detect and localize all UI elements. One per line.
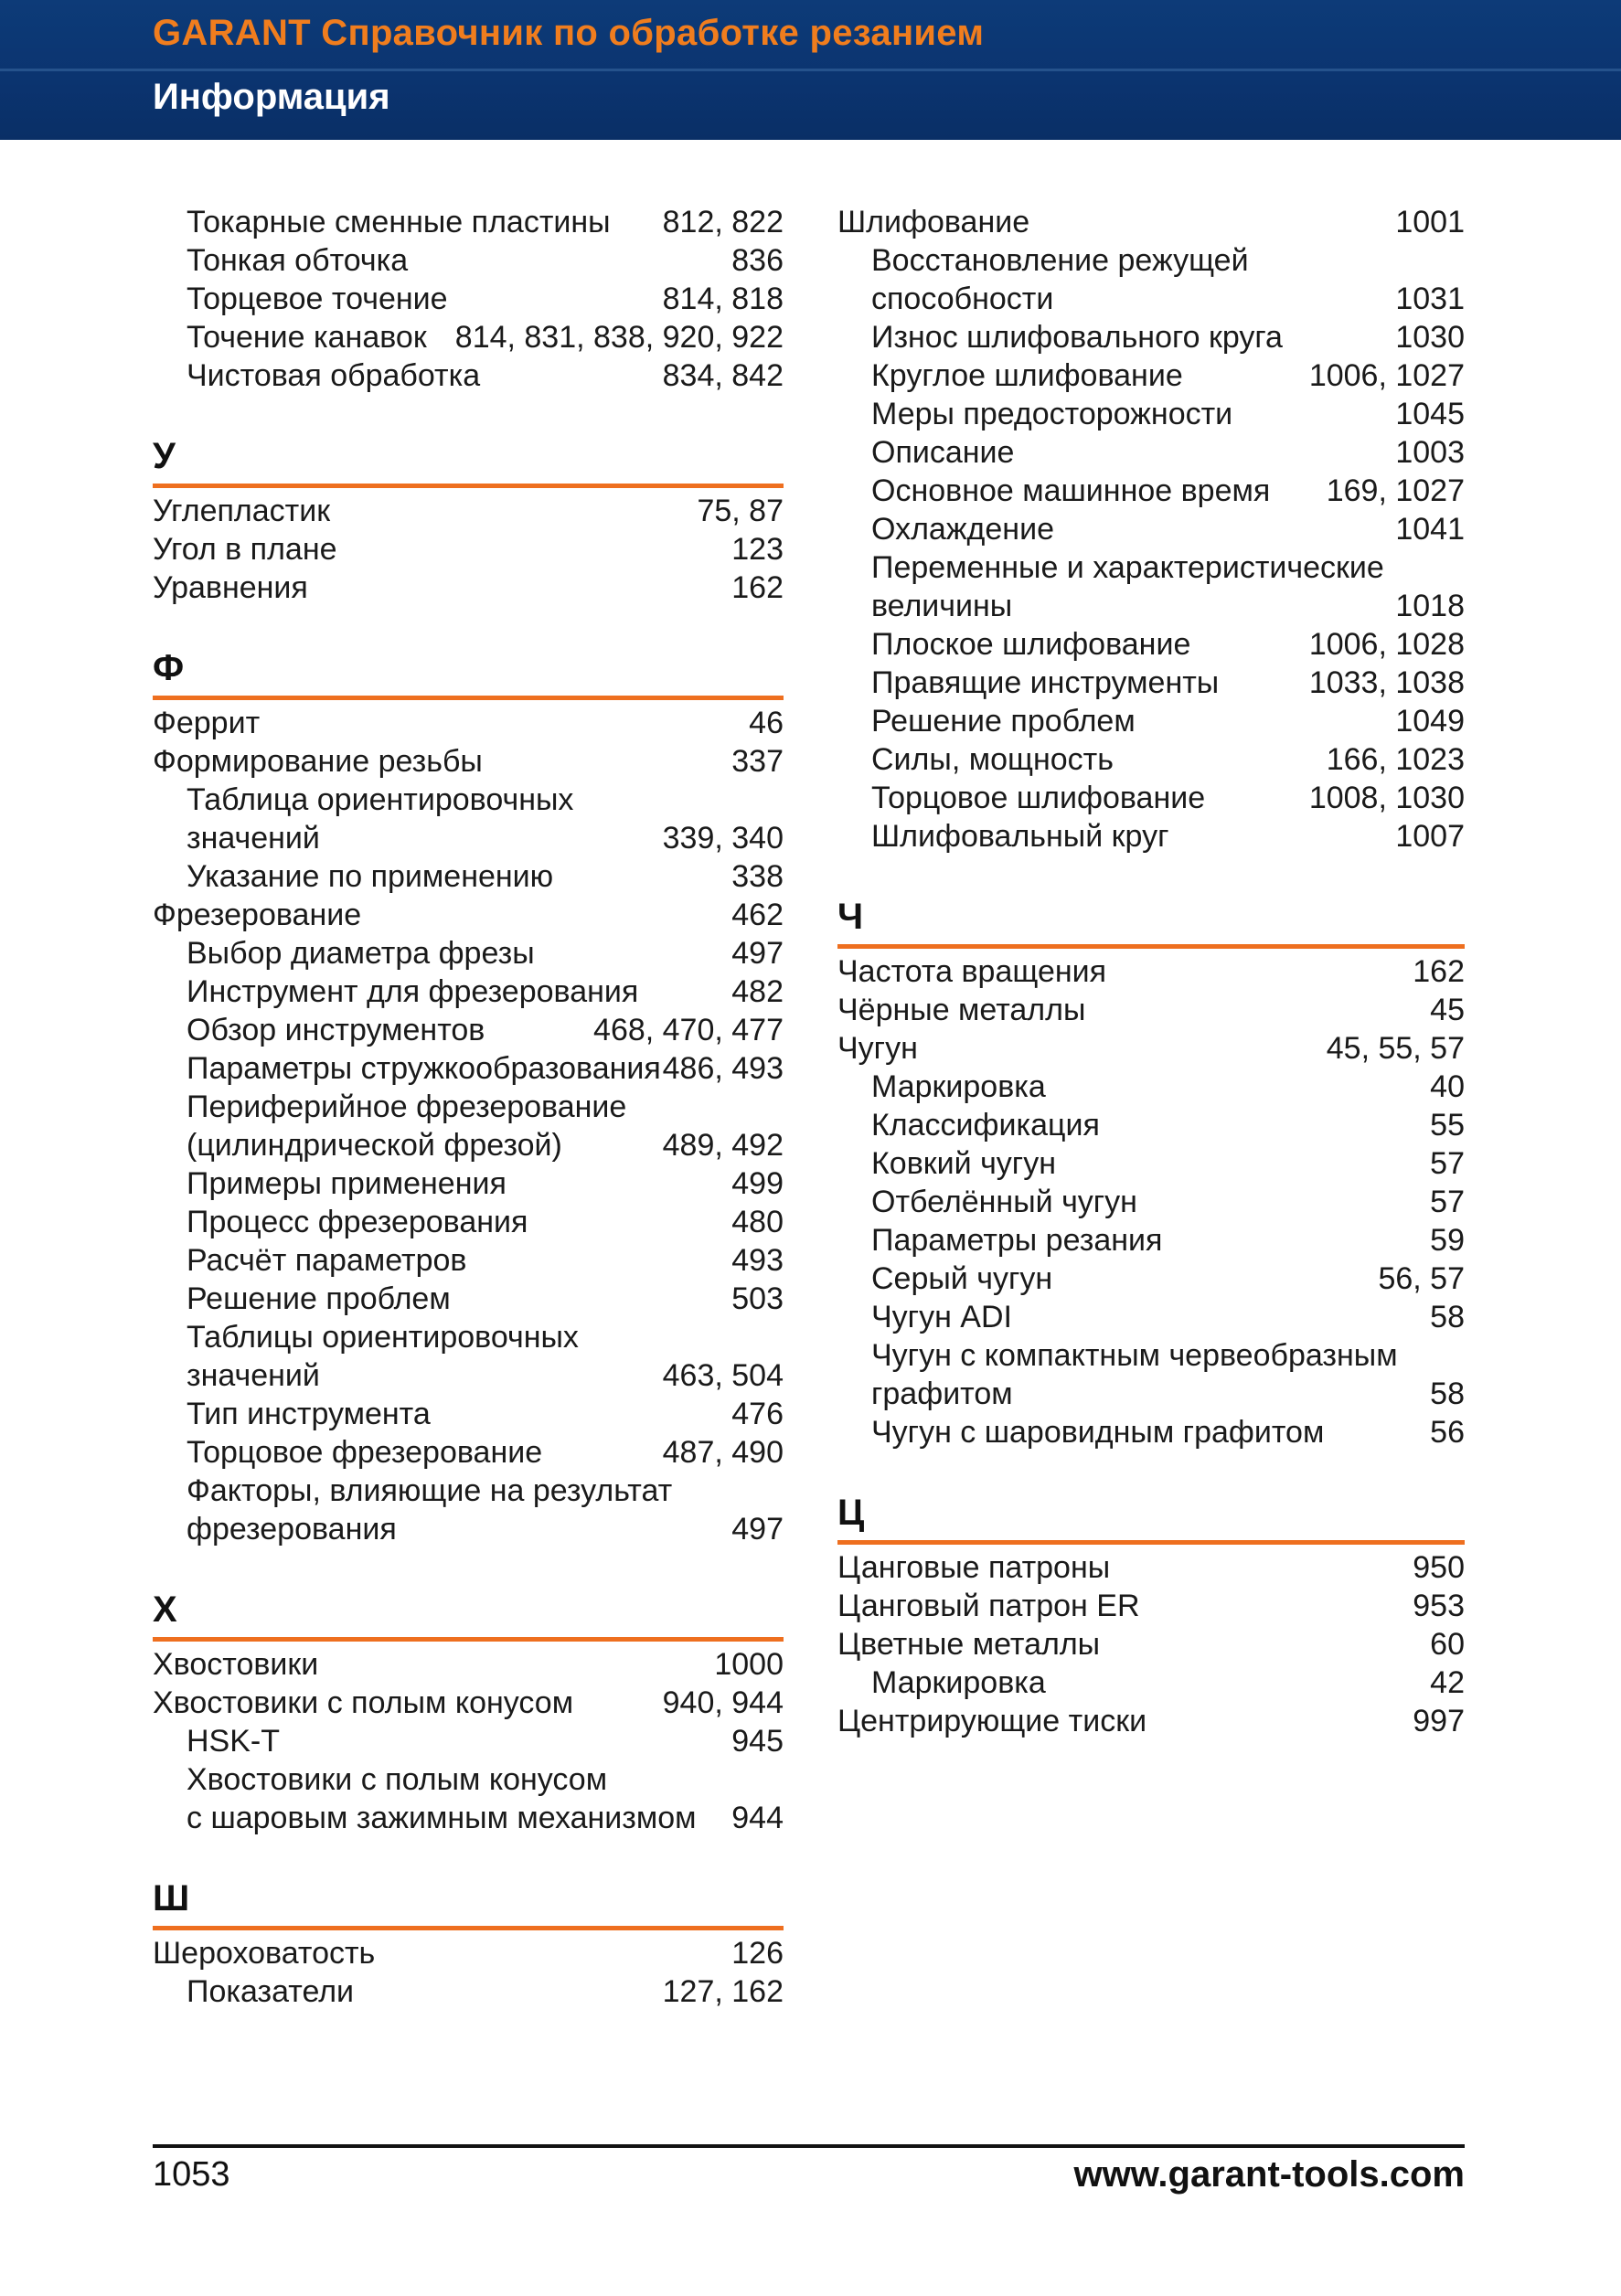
entry-label: Чугун с шаровидным графитом <box>871 1415 1325 1450</box>
entry-page-numbers[interactable]: 462 <box>731 898 784 932</box>
entry-page-numbers[interactable]: 55 <box>1430 1108 1465 1143</box>
index-subentry <box>153 1280 784 1318</box>
entry-page-numbers[interactable]: 46 <box>749 706 784 740</box>
index-subentry <box>153 819 784 857</box>
entry-page-numbers[interactable]: 1003 <box>1395 435 1465 470</box>
index-entry <box>153 704 784 742</box>
entry-page-numbers[interactable]: 814, 831, 838, 920, 922 <box>454 320 784 355</box>
entry-page-numbers[interactable]: 126 <box>731 1936 784 1971</box>
entry-label: Тонкая обточка <box>187 243 409 278</box>
entry-label: Шлифовальный круг <box>871 819 1169 854</box>
index-subentry <box>837 1221 1465 1260</box>
section-letter: Ф <box>153 648 185 688</box>
entry-page-numbers[interactable]: 834, 842 <box>662 358 784 393</box>
entry-label: Хвостовики с полым конусом <box>187 1762 608 1797</box>
index-subentry <box>153 1760 784 1799</box>
index-subentry <box>837 817 1465 856</box>
section-rule <box>837 1540 1465 1545</box>
index-subentry <box>153 1395 784 1433</box>
entry-label: Центрирующие тиски <box>837 1704 1147 1738</box>
entry-page-numbers[interactable]: 57 <box>1430 1146 1465 1181</box>
index-subentry <box>837 1144 1465 1183</box>
entry-page-numbers[interactable]: 58 <box>1430 1377 1465 1411</box>
section-rule <box>837 944 1465 949</box>
entry-page-numbers[interactable]: 338 <box>731 859 784 894</box>
entry-page-numbers[interactable]: 1030 <box>1395 320 1465 355</box>
entry-page-numbers[interactable]: 945 <box>731 1724 784 1759</box>
entry-label: Правящие инструменты <box>871 665 1220 700</box>
right-index-column <box>837 203 1465 1740</box>
entry-label: Фрезерование <box>153 898 362 932</box>
index-subentry <box>153 934 784 973</box>
index-entry <box>837 991 1465 1029</box>
letter-section <box>837 1490 1465 1740</box>
entry-page-numbers[interactable]: 503 <box>731 1281 784 1316</box>
entry-page-numbers[interactable]: 162 <box>731 570 784 605</box>
section-rule <box>153 1637 784 1642</box>
entry-label: Переменные и характеристические <box>871 550 1384 585</box>
index-subentry <box>837 1106 1465 1144</box>
entry-label: Чугун ADI <box>871 1300 1012 1334</box>
index-entry <box>837 1625 1465 1664</box>
entry-label: Чугун с компактным червеобразным <box>871 1338 1398 1373</box>
entry-page-numbers[interactable]: 493 <box>731 1243 784 1278</box>
entry-label: Ковкий чугун <box>871 1146 1056 1181</box>
index-subentry <box>837 472 1465 510</box>
entry-page-numbers[interactable]: 1006, 1028 <box>1308 627 1465 662</box>
left-index-column <box>153 203 784 2011</box>
page-number: 1053 <box>153 2155 230 2194</box>
entry-page-numbers[interactable]: 60 <box>1430 1627 1465 1662</box>
index-subentry <box>153 1203 784 1241</box>
entry-page-numbers[interactable]: 812, 822 <box>662 205 784 239</box>
entry-page-numbers[interactable]: 482 <box>731 974 784 1009</box>
entry-page-numbers[interactable]: 45 <box>1430 993 1465 1027</box>
entry-page-numbers[interactable]: 59 <box>1430 1223 1465 1258</box>
entry-label: Выбор диаметра фрезы <box>187 936 535 971</box>
continued-entries <box>153 203 784 395</box>
entry-page-numbers[interactable]: 162 <box>1413 954 1465 989</box>
letter-section <box>153 645 784 1548</box>
index-subentry <box>837 1260 1465 1298</box>
entry-label: способности <box>871 282 1054 316</box>
entry-page-numbers[interactable]: 1033, 1038 <box>1308 665 1465 700</box>
index-entry <box>153 896 784 934</box>
entry-label: Показатели <box>187 1974 355 2009</box>
entry-label: HSK-T <box>187 1724 280 1759</box>
entry-label: Таблицы ориентировочных <box>187 1320 579 1355</box>
index-subentry <box>153 280 784 318</box>
letter-section <box>153 433 784 607</box>
entry-label: Токарные сменные пластины <box>187 205 611 239</box>
entry-label: Цанговый патрон ER <box>837 1589 1140 1623</box>
entry-label: Плоское шлифование <box>871 627 1191 662</box>
entry-page-numbers[interactable]: 58 <box>1430 1300 1465 1334</box>
index-subentry <box>837 395 1465 433</box>
entry-page-numbers[interactable]: 468, 470, 477 <box>593 1013 784 1047</box>
entry-page-numbers[interactable]: 487, 490 <box>662 1435 784 1470</box>
document-title: GARANT Справочник по обработке резанием <box>153 13 985 53</box>
entry-label: Хвостовики <box>153 1647 319 1682</box>
continued-entries <box>837 203 1465 856</box>
index-entry <box>153 1645 784 1684</box>
entry-page-numbers[interactable]: 127, 162 <box>662 1974 784 2009</box>
entry-page-numbers[interactable]: 497 <box>731 936 784 971</box>
index-entry <box>153 530 784 569</box>
entry-label: Отбелённый чугун <box>871 1185 1137 1219</box>
entry-label: Примеры применения <box>187 1166 507 1201</box>
index-entry <box>153 1684 784 1722</box>
entry-label: Факторы, влияющие на результат <box>187 1473 673 1508</box>
index-subentry <box>153 1011 784 1049</box>
index-subentry <box>837 280 1465 318</box>
letter-section <box>153 1587 784 1837</box>
website-link[interactable]: www.garant-tools.com <box>1073 2154 1465 2195</box>
entry-page-numbers[interactable]: 40 <box>1430 1069 1465 1104</box>
entry-label: Торцовое фрезерование <box>187 1435 543 1470</box>
index-subentry <box>153 203 784 241</box>
entry-page-numbers[interactable]: 56, 57 <box>1378 1261 1465 1296</box>
index-subentry <box>153 1356 784 1395</box>
header-divider <box>0 69 1621 71</box>
entry-label: Периферийное фрезерование <box>187 1090 627 1124</box>
index-subentry <box>837 779 1465 817</box>
entry-label: Угол в плане <box>153 532 337 567</box>
index-entry <box>837 1587 1465 1625</box>
entry-page-numbers[interactable]: 1031 <box>1395 282 1465 316</box>
entry-page-numbers[interactable]: 497 <box>731 1512 784 1547</box>
section-letter: Х <box>153 1589 177 1630</box>
entry-page-numbers[interactable]: 1049 <box>1395 704 1465 739</box>
entry-label: Силы, мощность <box>871 742 1114 777</box>
section-subtitle: Информация <box>153 77 390 117</box>
entry-label: Углепластик <box>153 494 331 528</box>
entry-label: (цилиндрической фрезой) <box>187 1128 562 1163</box>
entry-label: Феррит <box>153 706 261 740</box>
entry-page-numbers[interactable]: 1006, 1027 <box>1308 358 1465 393</box>
page-header <box>0 0 1621 140</box>
index-subentry <box>153 241 784 280</box>
entry-label: Частота вращения <box>837 954 1107 989</box>
index-subentry <box>837 625 1465 664</box>
entry-label: величины <box>871 589 1013 623</box>
entry-page-numbers[interactable]: 1007 <box>1395 819 1465 854</box>
entry-page-numbers[interactable]: 476 <box>731 1397 784 1431</box>
index-subentry <box>837 740 1465 779</box>
entry-label: Расчёт параметров <box>187 1243 467 1278</box>
entry-label: Меры предосторожности <box>871 397 1233 431</box>
entry-page-numbers[interactable]: 486, 493 <box>662 1051 784 1086</box>
index-entry <box>837 203 1465 241</box>
index-subentry <box>153 1164 784 1203</box>
entry-page-numbers[interactable]: 1041 <box>1395 512 1465 547</box>
entry-label: значений <box>187 1358 320 1393</box>
entry-page-numbers[interactable]: 337 <box>731 744 784 779</box>
index-subentry <box>153 1799 784 1837</box>
entry-page-numbers[interactable]: 1000 <box>714 1647 784 1682</box>
entry-page-numbers[interactable]: 75, 87 <box>697 494 784 528</box>
entry-page-numbers[interactable]: 169, 1027 <box>1326 473 1465 508</box>
index-entry <box>153 492 784 530</box>
entry-page-numbers[interactable]: 950 <box>1413 1550 1465 1585</box>
entry-label: Цанговые патроны <box>837 1550 1111 1585</box>
entry-page-numbers[interactable]: 1008, 1030 <box>1308 781 1465 815</box>
index-subentry <box>153 973 784 1011</box>
entry-page-numbers[interactable]: 166, 1023 <box>1326 742 1465 777</box>
entry-label: Основное машинное время <box>871 473 1271 508</box>
entry-label: Решение проблем <box>871 704 1136 739</box>
index-subentry <box>837 510 1465 548</box>
entry-page-numbers[interactable]: 814, 818 <box>662 282 784 316</box>
index-subentry <box>153 857 784 896</box>
entry-page-numbers[interactable]: 57 <box>1430 1185 1465 1219</box>
index-subentry <box>153 1241 784 1280</box>
entry-page-numbers[interactable]: 836 <box>731 243 784 278</box>
section-letter: Ш <box>153 1878 190 1919</box>
index-subentry <box>837 702 1465 740</box>
entry-label: фрезерования <box>187 1512 397 1547</box>
section-rule <box>153 484 784 488</box>
index-entry <box>837 1702 1465 1740</box>
entry-page-numbers[interactable]: 339, 340 <box>662 821 784 856</box>
entry-label: Износ шлифовального круга <box>871 320 1283 355</box>
entry-page-numbers[interactable]: 463, 504 <box>662 1358 784 1393</box>
entry-label: Чугун <box>837 1031 918 1066</box>
entry-label: Маркировка <box>871 1665 1046 1700</box>
index-subentry <box>153 1510 784 1548</box>
entry-label: графитом <box>871 1377 1013 1411</box>
index-entry <box>837 952 1465 991</box>
index-entry <box>837 1548 1465 1587</box>
index-subentry <box>153 781 784 819</box>
index-entry <box>837 1029 1465 1068</box>
index-subentry <box>837 1298 1465 1336</box>
entry-label: Хвостовики с полым конусом <box>153 1685 574 1720</box>
entry-label: Цветные металлы <box>837 1627 1101 1662</box>
index-entry <box>153 569 784 607</box>
entry-page-numbers[interactable]: 45, 55, 57 <box>1326 1031 1465 1066</box>
entry-page-numbers[interactable]: 489, 492 <box>662 1128 784 1163</box>
index-subentry <box>837 1068 1465 1106</box>
entry-label: Таблица ориентировочных <box>187 782 574 817</box>
index-subentry <box>153 318 784 356</box>
index-subentry <box>153 1722 784 1760</box>
index-subentry <box>153 1472 784 1510</box>
entry-page-numbers[interactable]: 499 <box>731 1166 784 1201</box>
entry-page-numbers[interactable]: 1018 <box>1395 589 1465 623</box>
entry-label: Шероховатость <box>153 1936 376 1971</box>
entry-label: Параметры стружкообразования <box>187 1051 661 1086</box>
letter-section <box>837 894 1465 1451</box>
entry-label: Формирование резьбы <box>153 744 483 779</box>
letter-section <box>153 1876 784 2011</box>
index-subentry <box>837 587 1465 625</box>
entry-label: Маркировка <box>871 1069 1046 1104</box>
index-subentry <box>153 1126 784 1164</box>
entry-label: Восстановление режущей <box>871 243 1249 278</box>
entry-label: с шаровым зажимным механизмом <box>187 1801 697 1835</box>
entry-label: Процесс фрезерования <box>187 1205 528 1239</box>
entry-label: Чёрные металлы <box>837 993 1086 1027</box>
section-letter: Ч <box>837 897 864 937</box>
entry-label: Торцовое шлифование <box>871 781 1206 815</box>
index-subentry <box>837 241 1465 280</box>
index-subentry <box>153 356 784 395</box>
index-subentry <box>837 356 1465 395</box>
entry-label: Уравнения <box>153 570 308 605</box>
index-subentry <box>153 1049 784 1088</box>
entry-page-numbers[interactable]: 940, 944 <box>662 1685 784 1720</box>
index-subentry <box>153 1318 784 1356</box>
entry-label: значений <box>187 821 320 856</box>
index-subentry <box>837 1375 1465 1413</box>
entry-label: Указание по применению <box>187 859 554 894</box>
entry-label: Классификация <box>871 1108 1100 1143</box>
index-subentry <box>837 318 1465 356</box>
index-subentry <box>837 433 1465 472</box>
entry-label: Точение канавок <box>187 320 427 355</box>
section-letter: Ц <box>837 1493 865 1533</box>
entry-label: Тип инструмента <box>187 1397 431 1431</box>
entry-label: Решение проблем <box>187 1281 451 1316</box>
entry-label: Инструмент для фрезерования <box>187 974 639 1009</box>
entry-page-numbers[interactable]: 1045 <box>1395 397 1465 431</box>
entry-page-numbers[interactable]: 944 <box>731 1801 784 1835</box>
index-subentry <box>837 1413 1465 1451</box>
entry-page-numbers[interactable]: 953 <box>1413 1589 1465 1623</box>
entry-label: Круглое шлифование <box>871 358 1183 393</box>
index-entry <box>153 1934 784 1972</box>
entry-page-numbers[interactable]: 1001 <box>1395 205 1465 239</box>
section-rule <box>153 1926 784 1930</box>
footer-divider <box>153 2144 1465 2148</box>
index-subentry <box>837 548 1465 587</box>
index-subentry <box>837 1336 1465 1375</box>
entry-label: Шлифование <box>837 205 1030 239</box>
index-subentry <box>153 1433 784 1472</box>
index-subentry <box>837 1664 1465 1702</box>
entry-label: Чистовая обработка <box>187 358 481 393</box>
entry-page-numbers[interactable]: 123 <box>731 532 784 567</box>
index-subentry <box>837 1183 1465 1221</box>
entry-label: Параметры резания <box>871 1223 1163 1258</box>
entry-page-numbers[interactable]: 997 <box>1413 1704 1465 1738</box>
index-entry <box>153 742 784 781</box>
index-subentry <box>837 664 1465 702</box>
entry-page-numbers[interactable]: 480 <box>731 1205 784 1239</box>
entry-page-numbers[interactable]: 42 <box>1430 1665 1465 1700</box>
section-letter: У <box>153 436 176 476</box>
entry-label: Торцевое точение <box>187 282 448 316</box>
entry-label: Охлаждение <box>871 512 1054 547</box>
index-subentry <box>153 1972 784 2011</box>
entry-label: Серый чугун <box>871 1261 1053 1296</box>
entry-label: Описание <box>871 435 1015 470</box>
entry-label: Обзор инструментов <box>187 1013 485 1047</box>
section-rule <box>153 696 784 700</box>
index-subentry <box>153 1088 784 1126</box>
entry-page-numbers[interactable]: 56 <box>1430 1415 1465 1450</box>
